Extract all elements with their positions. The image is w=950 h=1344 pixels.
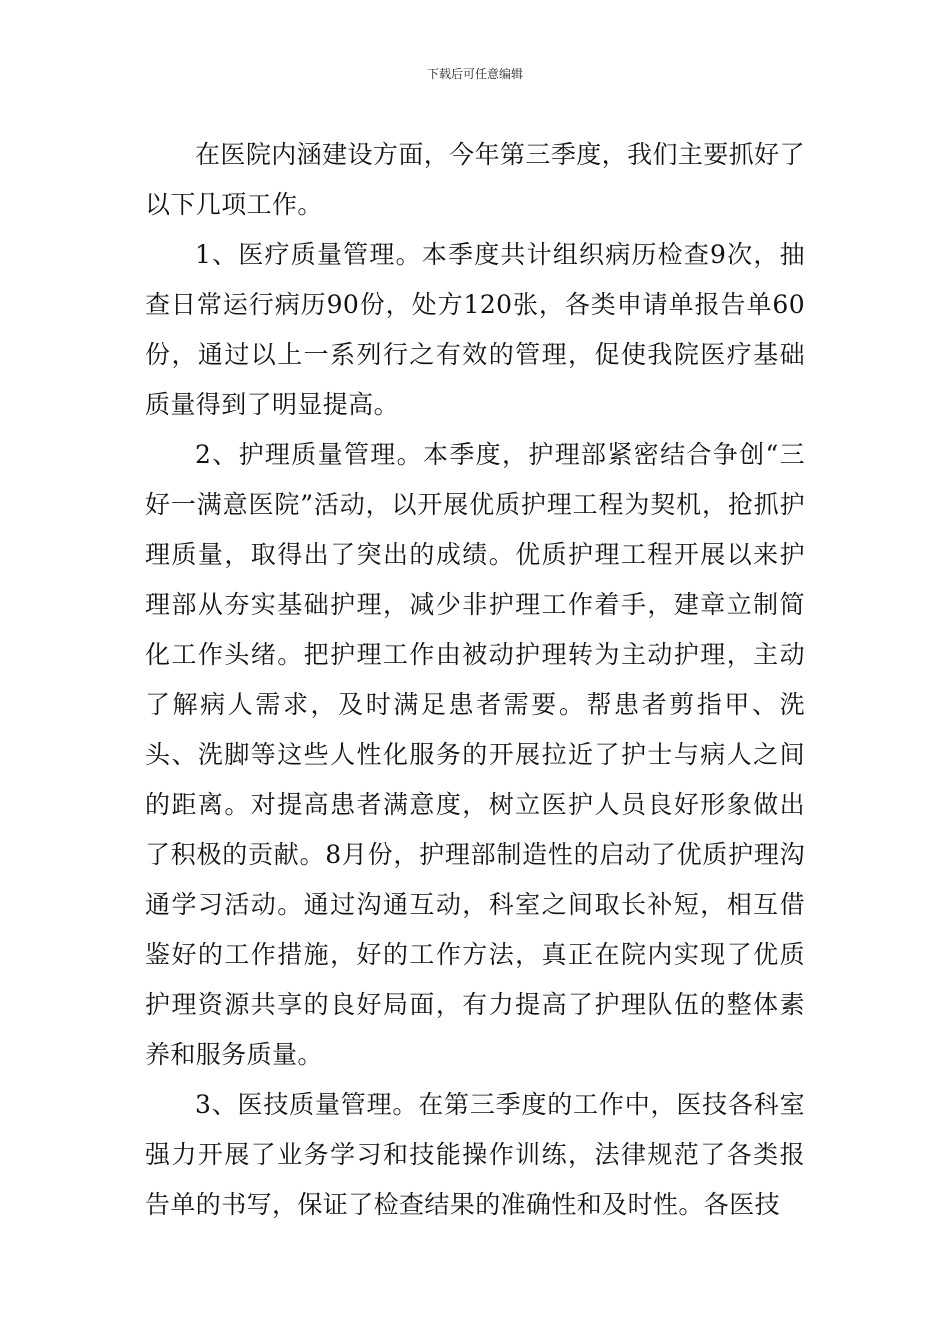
document-body <box>145 130 805 1230</box>
paragraph-intro: 在医院内涵建设方面，今年第三季度，我们主要抓好了以下几项工作。 <box>145 140 805 219</box>
paragraph-nursing-quality: 2、护理质量管理。本季度，护理部紧密结合争创“三好一满意医院”活动，以开展优质护理工程为契机，抢抓护理质量，取得出了突出的成绩。优质护理工程开展以来护理部从夯实基础护理，减少非护理工作着手，建章立制简化工作头绪。把护理工作由被动护理转为主动护理，主动了解病人需求，及时满足患者需要。帮患者剪指甲、洗头、洗脚等这些人性化服务的开展拉近了护士与病人之间的距离。对提高患者满意度，树立医护人员良好形象做出了积极的贡献。8月份，护理部制造性的启动了优质护理沟通学习活动。通过沟通互动，科室之间取长补短，相互借鉴好的工作措施，好的工作方法，真正在院内实现了优质护理资源共享的良好局面，有力提高了护理队伍的整体素养和服务质量。 <box>145 440 805 1069</box>
header-note: 下载后可任意编辑 <box>426 67 523 81</box>
paragraph-medtech-quality: 3、医技质量管理。在第三季度的工作中，医技各科室强力开展了业务学习和技能操作训练，法律规范了各类报告单的书写，保证了检查结果的准确性和及时性。各医技 <box>145 1090 805 1219</box>
paragraph-medical-quality: 1、医疗质量管理。本季度共计组织病历检查9次，抽查日常运行病历90份，处方120张，各类申请单报告单60份，通过以上一系列行之有效的管理，促使我院医疗基础质量得到了明显提高。 <box>145 240 805 419</box>
